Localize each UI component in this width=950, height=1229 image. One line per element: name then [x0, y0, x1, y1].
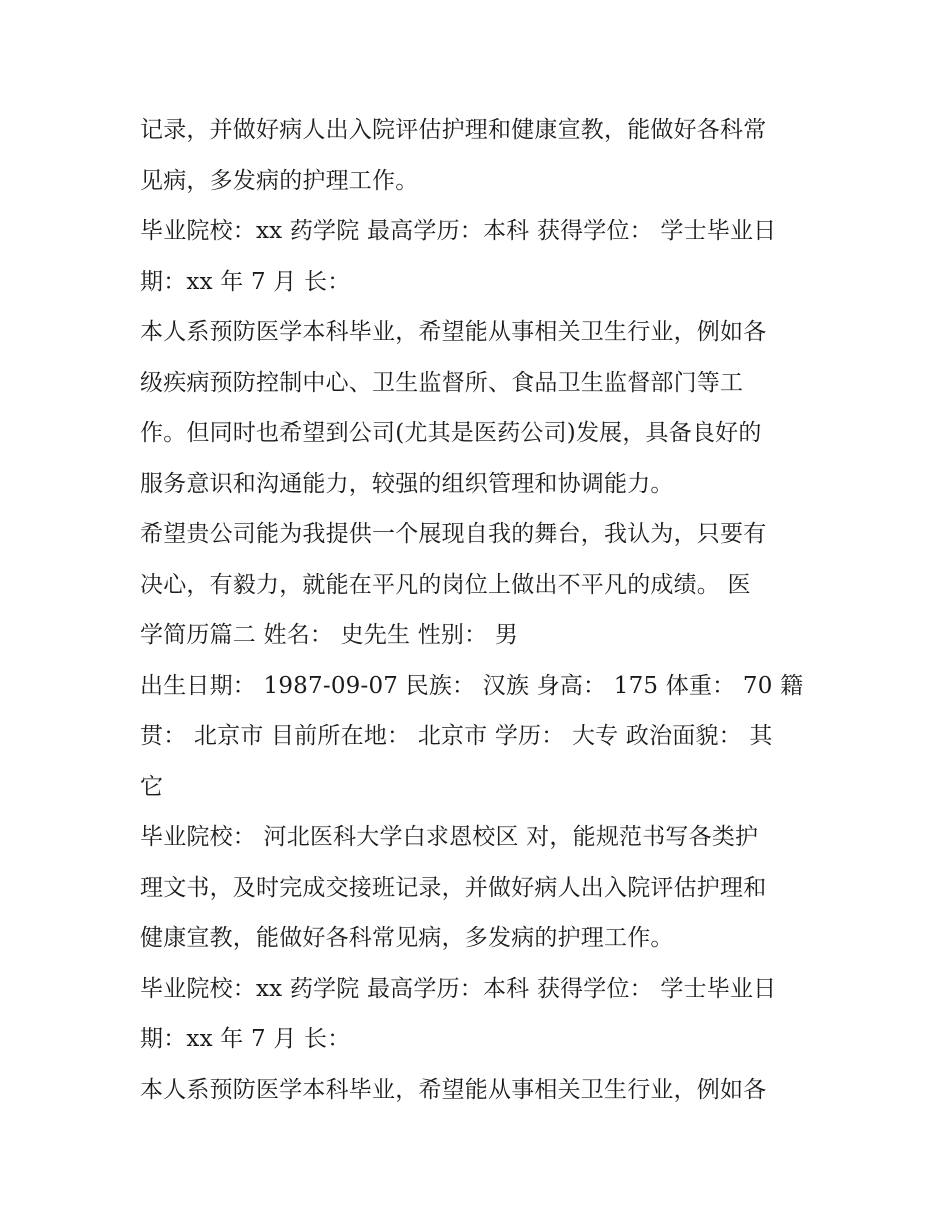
text-line: 理文书，及时完成交接班记录，并做好病人出入院评估护理和 — [140, 874, 767, 901]
document-body — [140, 105, 820, 1115]
text-line: 决心，有毅力，就能在平凡的岗位上做出不平凡的成绩。 医 — [140, 571, 751, 598]
text-line: 毕业院校： 河北医科大学白求恩校区 对，能规范书写各类护 — [140, 824, 759, 850]
text-line: 它 — [140, 773, 164, 800]
text-line: 见病，多发病的护理工作。 — [140, 167, 419, 194]
text-line: 服务意识和沟通能力，较强的组织管理和协调能力。 — [140, 470, 674, 497]
text-line: 级疾病预防控制中心、卫生监督所、食品卫生监督部门等工 — [140, 369, 744, 396]
text-line: 本人系预防医学本科毕业，希望能从事相关卫生行业，例如各 — [140, 1076, 767, 1103]
text-line: 记录，并做好病人出入院评估护理和健康宣教，能做好各科常 — [140, 117, 767, 143]
text-line: 毕业院校：xx 药学院 最高学历：本科 获得学位： 学士毕业日 — [140, 218, 777, 244]
text-line: 出生日期： 1987-09-07 民族： 汉族 身高： 175 体重： 70 籍 — [140, 672, 804, 699]
text-line: 毕业院校：xx 药学院 最高学历：本科 获得学位： 学士毕业日 — [140, 975, 777, 1002]
text-line: 期：xx 年 7 月 长： — [140, 268, 351, 295]
text-line: 希望贵公司能为我提供一个展现自我的舞台，我认为，只要有 — [140, 521, 767, 547]
text-line: 健康宣教，能做好各科常见病，多发病的护理工作。 — [140, 925, 674, 951]
text-line: 本人系预防医学本科毕业，希望能从事相关卫生行业，例如各 — [140, 319, 767, 345]
text-line: 作。但同时也希望到公司(尤其是医药公司)发展，具备良好的 — [140, 420, 762, 446]
text-line: 期：xx 年 7 月 长： — [140, 1026, 351, 1052]
text-line: 贯： 北京市 目前所在地： 北京市 学历： 大专 政治面貌： 其 — [140, 723, 773, 749]
text-line: 学简历篇二 姓名： 史先生 性别： 男 — [140, 622, 519, 648]
